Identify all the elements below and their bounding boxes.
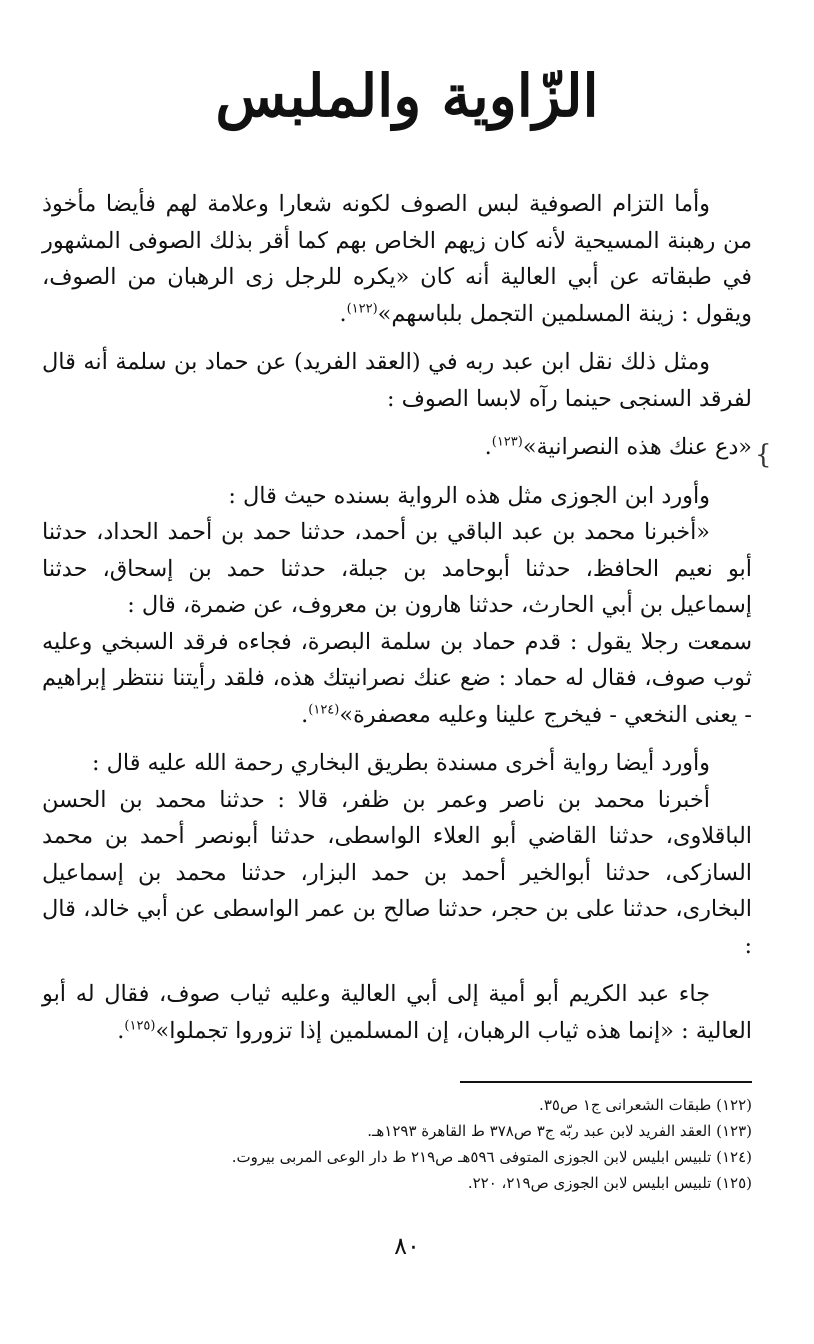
footnote-123: (١٢٣) العقد الفريد لابن عبد ربّه ج٣ ص٣٧٨ ط القاهرة ١٢٩٣هـ. xyxy=(367,1122,752,1140)
footnote-124: (١٢٤) تلبيس ابليس لابن الجوزى المتوفى ٥٩٦هـ ص٢١٩ ط دار الوعى المربى بيروت. xyxy=(231,1148,752,1166)
footnote-ref-123[interactable]: (١٢٣) xyxy=(491,434,523,450)
footnote-ref-125[interactable]: (١٢٥) xyxy=(124,1018,156,1034)
footnote-ref-124[interactable]: (١٢٤) xyxy=(308,702,340,718)
paragraph-7: وأورد أيضا رواية أخرى مسندة بطريق البخاري رحمة الله عليه قال : xyxy=(91,750,710,776)
paragraph-6: سمعت رجلا يقول : قدم حماد بن سلمة البصرة، فجاءه فرقد السبخي وعليه ثوب صوف، فقال له حماد : ضع عنك نصرانيتك هذه، فلقد رأيتنا ننتظر إبراهيم - يعنى النخعي - فيخرج علينا وعليه معصفرة»$^{(١٢٤)}$. xyxy=(42,628,752,728)
paragraph-2: ومثل ذلك نقل ابن عبد ربه في (العقد الفريد) عن حماد بن سلمة أنه قال لفرقد السنجى حينما رآه لابسا الصوف : xyxy=(42,349,752,412)
paragraph-1: وأما التزام الصوفية لبس الصوف لكونه شعارا وعلامة لهم فأيضا مأخوذ من رهبنة المسيحية لأنه كان زيهم الخاص بهم كما أقر بذلك الصوفى المشهور في طبقاته عن أبي العالية أنه كان «يكره للرجل زى الرهبان من الصوف، ويقول : زينة المسلمين التجمل بلباسهم»$^{(١٢٢)}$. xyxy=(42,191,752,327)
margin-brace-mark: { xyxy=(755,440,772,470)
paragraph-8: أخبرنا محمد بن ناصر وعمر بن ظفر، قالا : حدثنا محمد بن الحسن الباقلاوى، حدثنا القاضي أبو العلاء الواسطى، حدثنا أبونصر أحمد بن محمد السازكى، حدثنا أبوالخير أحمد بن حمد البزار، حدثنا محمد بن إسماعيل البخارى، حدثنا على بن حجر، حدثنا صالح بن عمر الواسطى عن أبي خالد، قال : xyxy=(42,786,752,959)
footnote-divider xyxy=(460,1081,752,1083)
footnotes xyxy=(150,1092,752,1196)
page-number: ٨٠ xyxy=(394,1232,420,1260)
quote-paragraph: «دع عنك هذه النصرانية»$^{(١٢٣)}$. xyxy=(484,434,752,460)
paragraph-5: «أخبرنا محمد بن عبد الباقي بن أحمد، حدثنا حمد بن أحمد الحداد، حدثنا أبو نعيم الحافظ، حدثنا أبوحامد بن جبلة، حدثنا حمد بن إسحاق، حدثنا إسماعيل بن أبي الحارث، حدثنا هارون بن معروف، عن ضمرة، قال : xyxy=(42,519,752,618)
chapter-title: الزّاوية والملبس xyxy=(215,62,599,130)
footnote-122: (١٢٢) طبقات الشعرانى ج١ ص٣٥. xyxy=(539,1096,752,1114)
main-text xyxy=(42,186,752,1049)
footnote-ref-122[interactable]: (١٢٢) xyxy=(346,301,378,317)
paragraph-4: وأورد ابن الجوزى مثل هذه الرواية بسنده حيث قال : xyxy=(228,482,710,509)
footnote-125: (١٢٥) تلبيس ابليس لابن الجوزى ص٢١٩، ٢٢٠. xyxy=(467,1174,752,1192)
paragraph-9: جاء عبد الكريم أبو أمية إلى أبي العالية وعليه ثياب صوف، فقال له أبو العالية : «إنما هذه ثياب الرهبان، إن المسلمين إذا تزوروا تجملوا»$^{(١٢٥)}$. xyxy=(42,981,752,1044)
